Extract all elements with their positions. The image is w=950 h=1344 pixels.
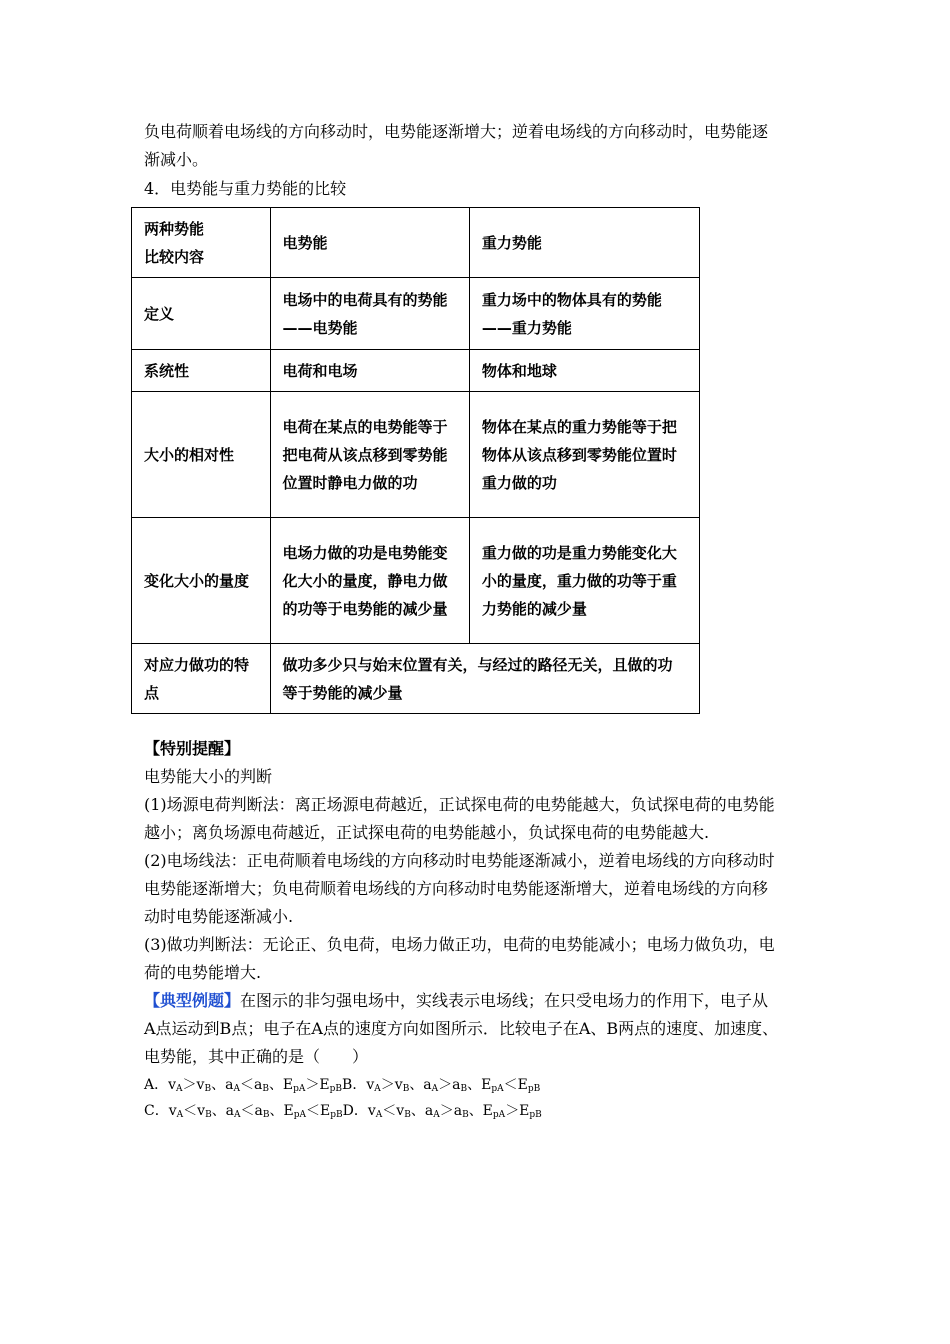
options-line-2 — [144, 1098, 542, 1128]
table-header-row — [132, 208, 700, 278]
reminder-line: (3)做功判断法：无论正、负电荷，电场力做正功，电荷的电势能减小；电场力做负功，电 — [144, 935, 775, 954]
table-row — [132, 644, 700, 714]
reminder-line: 荷的电势能增大. — [144, 963, 262, 982]
option-b: B．$v_A>v_B$、$a_A>a_B$、$E_{pA}<E_{pB}$ — [342, 1077, 541, 1094]
intro-line-2: 渐减小。 — [144, 150, 209, 169]
row-electric-cell: 电荷在某点的电势能等于把电荷从该点移到零势能位置时静电力做的功 — [270, 392, 469, 518]
row-electric-cell: 电场力做的功是电势能变化大小的量度，静电力做的功等于电势能的减少量 — [270, 518, 469, 644]
reminder-line: (1)场源电荷判断法：离正场源电荷越近，正试探电荷的电势能越大，负试探电荷的电势能 — [144, 795, 775, 814]
reminder-line: 电势能逐渐增大；负电荷顺着电场线的方向移动时电势能逐渐增大，逆着电场线的方向移 — [144, 879, 769, 898]
option-b-label: B． — [342, 1077, 367, 1093]
reminder-subtitle: 电势能大小的判断 — [144, 767, 273, 786]
intro-paragraph — [144, 118, 814, 174]
row-electric-cell: 电场中的电荷具有的势能——电势能 — [270, 278, 469, 350]
header-cell-electric: 电势能 — [270, 208, 469, 278]
reminder-line: (2)电场线法：正电荷顺着电场线的方向移动时电势能逐渐减小，逆着电场线的方向移动时 — [144, 851, 775, 870]
row-label: 定义 — [132, 278, 271, 350]
row-electric-cell: 电荷和电场 — [270, 350, 469, 392]
table-row — [132, 278, 700, 350]
header-cell-compare — [132, 208, 271, 278]
example-line-2: A点运动到B点；电子在A点的速度方向如图所示．比较电子在A、B两点的速度、加速度、 — [144, 1019, 779, 1038]
row-label: 大小的相对性 — [132, 392, 271, 518]
header-compare-line-1: 两种势能 — [144, 219, 205, 238]
example-tag: 【典型例题】 — [144, 991, 241, 1010]
table-row — [132, 350, 700, 392]
option-d-label: D． — [342, 1103, 368, 1119]
row-gravity-cell: 重力场中的物体具有的势能——重力势能 — [469, 278, 699, 350]
table-row — [132, 518, 700, 644]
reminder-line: 动时电势能逐渐减小. — [144, 907, 294, 926]
row-label: 对应力做功的特点 — [132, 644, 271, 714]
example-line-3: 电势能，其中正确的是（ ） — [144, 1047, 369, 1066]
example-text: 在图示的非匀强电场中，实线表示电场线；在只受电场力的作用下，电子从 — [240, 991, 769, 1010]
row-gravity-cell: 重力做的功是重力势能变化大小的量度，重力做的功等于重力势能的减少量 — [469, 518, 699, 644]
intro-line-1: 负电荷顺着电场线的方向移动时，电势能逐渐增大；逆着电场线的方向移动时，电势能逐 — [144, 122, 769, 141]
row-gravity-cell: 物体在某点的重力势能等于把物体从该点移到零势能位置时重力做的功 — [469, 392, 699, 518]
row-gravity-cell: 物体和地球 — [469, 350, 699, 392]
row-label: 变化大小的量度 — [132, 518, 271, 644]
option-c: C．$v_A<v_B$、$a_A<a_B$、$E_{pA}<E_{pB}$ — [144, 1103, 343, 1120]
example-question — [144, 987, 814, 1071]
section-4-title: 4．电势能与重力势能的比较 — [144, 179, 347, 198]
comparison-table — [131, 207, 700, 714]
header-compare-line-2: 比较内容 — [144, 247, 205, 266]
example-line-1 — [144, 987, 814, 1015]
option-c-label: C． — [144, 1103, 169, 1119]
reminder-paragraphs — [144, 791, 814, 987]
table-row — [132, 392, 700, 518]
row-merged-cell: 做功多少只与始末位置有关，与经过的路径无关，且做的功等于势能的减少量 — [270, 644, 699, 714]
header-cell-gravity: 重力势能 — [469, 208, 699, 278]
option-d: D．$v_A<v_B$、$a_A>a_B$、$E_{pA}>E_{pB}$ — [342, 1103, 542, 1120]
row-label: 系统性 — [132, 350, 271, 392]
option-a-label: A． — [144, 1077, 169, 1093]
reminder-line: 越小；离负场源电荷越近，正试探电荷的电势能越小，负试探电荷的电势能越大. — [144, 823, 710, 842]
reminder-title: 【特别提醒】 — [144, 739, 241, 758]
option-a: A．$v_A>v_B$、$a_A<a_B$、$E_{pA}>E_{pB}$ — [144, 1077, 343, 1094]
